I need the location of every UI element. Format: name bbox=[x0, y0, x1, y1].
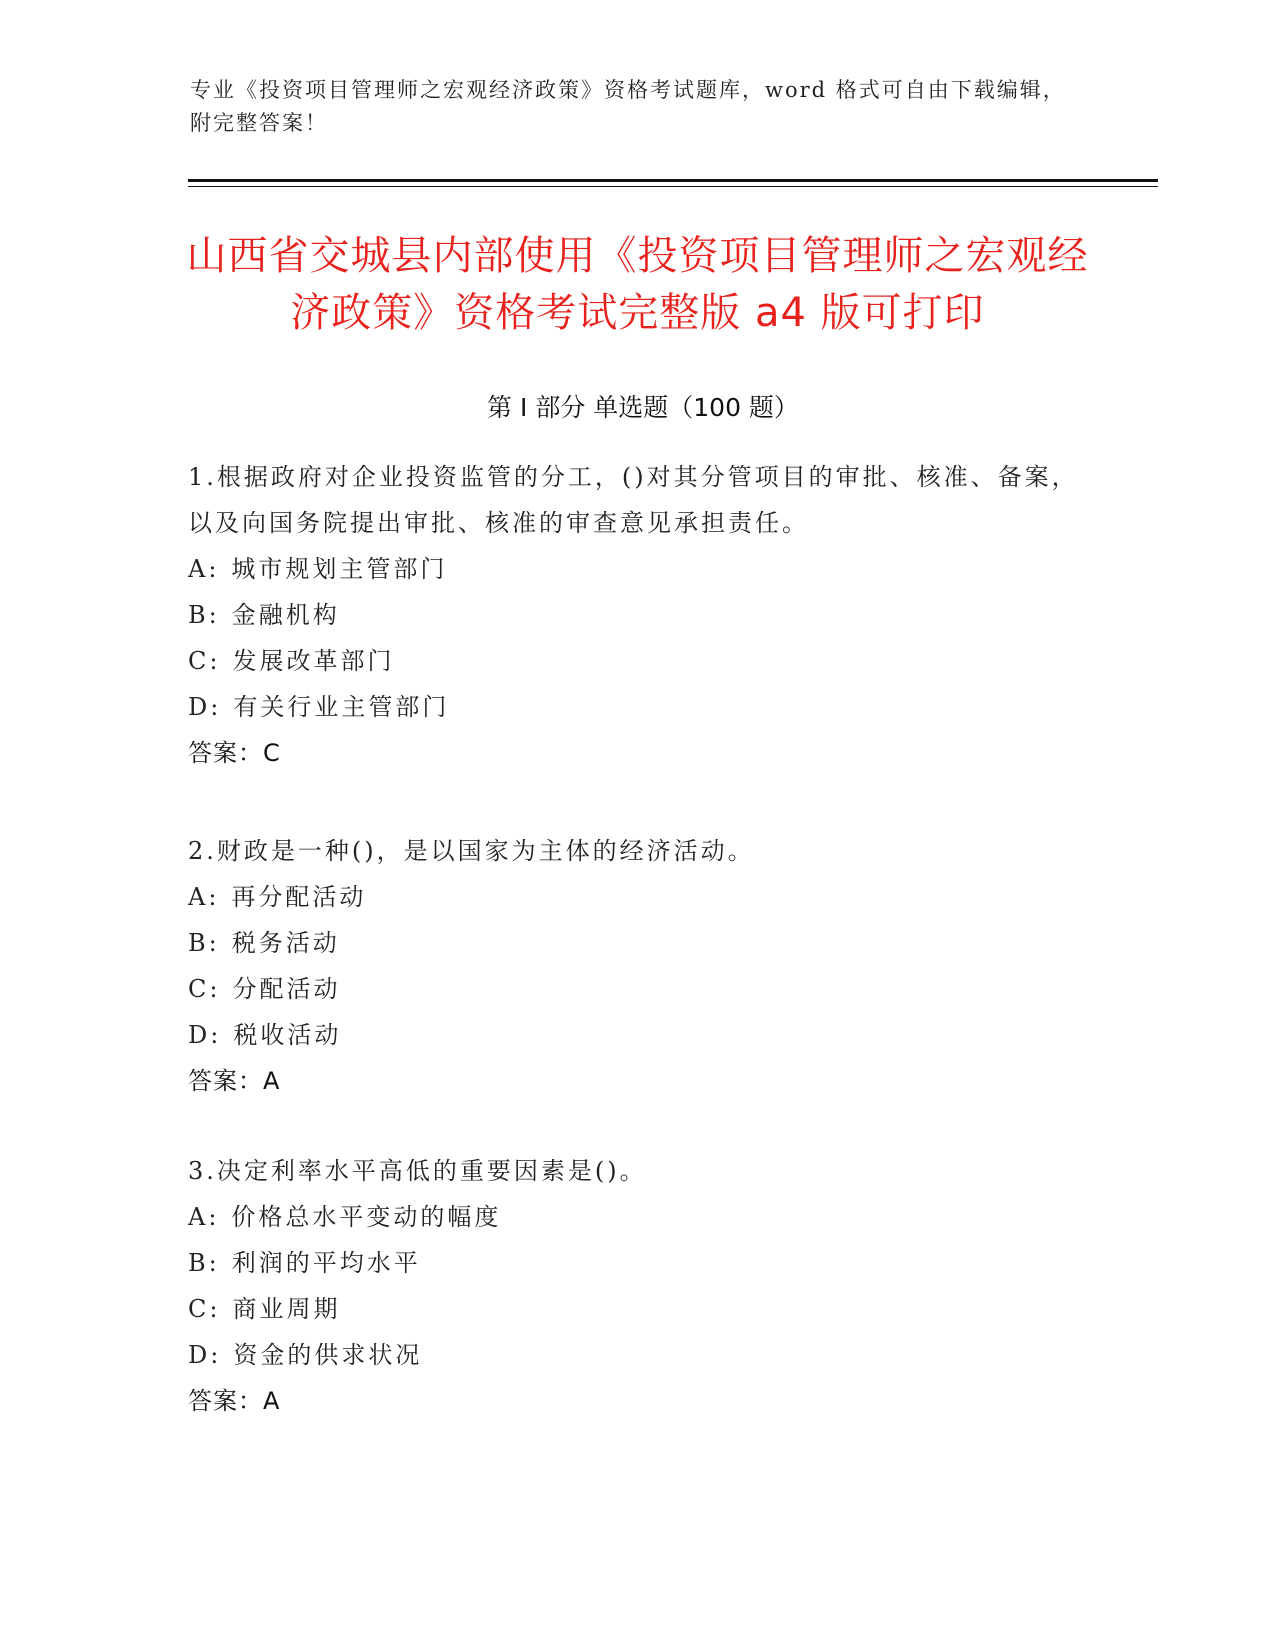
option-a bbox=[188, 546, 1088, 592]
option-text: 再分配活动 bbox=[231, 883, 367, 911]
option-a bbox=[188, 874, 1088, 920]
section-title: 第 I 部分 单选题（100 题） bbox=[487, 393, 799, 422]
question-1 bbox=[188, 454, 1088, 776]
header-rule-thick bbox=[188, 179, 1158, 182]
option-text: 税收活动 bbox=[233, 1021, 342, 1049]
option-key: B: bbox=[188, 929, 220, 957]
option-text: 城市规划主管部门 bbox=[231, 555, 448, 583]
answer: 答案：A bbox=[188, 1387, 281, 1415]
option-key: A: bbox=[188, 1203, 220, 1231]
question-stem: 1.根据政府对企业投资监管的分工，()对其分管项目的审批、核准、备案，以及向国务院提出审批、核准的审查意见承担责任。 bbox=[188, 463, 1079, 537]
option-text: 发展改革部门 bbox=[232, 647, 395, 675]
option-d bbox=[188, 1012, 1088, 1058]
option-b bbox=[188, 920, 1088, 966]
question-stem: 3.决定利率水平高低的重要因素是()。 bbox=[188, 1157, 647, 1185]
header-note: 专业《投资项目管理师之宏观经济政策》资格考试题库，word 格式可自由下载编辑，附完整答案！ bbox=[190, 78, 1066, 135]
document-title: 山西省交城县内部使用《投资项目管理师之宏观经济政策》资格考试完整版 a4 版可打印 bbox=[186, 233, 1089, 336]
option-text: 有关行业主管部门 bbox=[233, 693, 450, 721]
option-key: C: bbox=[188, 647, 221, 675]
question-3 bbox=[188, 1148, 1088, 1424]
option-key: A: bbox=[188, 883, 220, 911]
question-stem: 2.财政是一种()，是以国家为主体的经济活动。 bbox=[188, 837, 755, 865]
option-text: 税务活动 bbox=[231, 929, 340, 957]
option-text: 商业周期 bbox=[232, 1295, 341, 1323]
option-key: C: bbox=[188, 1295, 221, 1323]
option-key: C: bbox=[188, 975, 221, 1003]
option-key: B: bbox=[188, 1249, 220, 1277]
option-b bbox=[188, 1240, 1088, 1286]
question-2 bbox=[188, 828, 1088, 1104]
option-d bbox=[188, 684, 1088, 730]
option-text: 利润的平均水平 bbox=[231, 1249, 421, 1277]
option-a bbox=[188, 1194, 1088, 1240]
option-key: D: bbox=[188, 1021, 222, 1049]
answer: 答案：A bbox=[188, 1067, 281, 1095]
option-text: 分配活动 bbox=[232, 975, 341, 1003]
option-c bbox=[188, 1286, 1088, 1332]
header-rule-thin bbox=[188, 186, 1158, 187]
option-c bbox=[188, 638, 1088, 684]
option-text: 价格总水平变动的幅度 bbox=[231, 1203, 502, 1231]
option-text: 金融机构 bbox=[231, 601, 340, 629]
option-key: A: bbox=[188, 555, 220, 583]
option-d bbox=[188, 1332, 1088, 1378]
option-key: B: bbox=[188, 601, 220, 629]
answer: 答案：C bbox=[188, 739, 281, 767]
option-c bbox=[188, 966, 1088, 1012]
option-b bbox=[188, 592, 1088, 638]
option-text: 资金的供求状况 bbox=[233, 1341, 423, 1369]
option-key: D: bbox=[188, 693, 222, 721]
option-key: D: bbox=[188, 1341, 222, 1369]
